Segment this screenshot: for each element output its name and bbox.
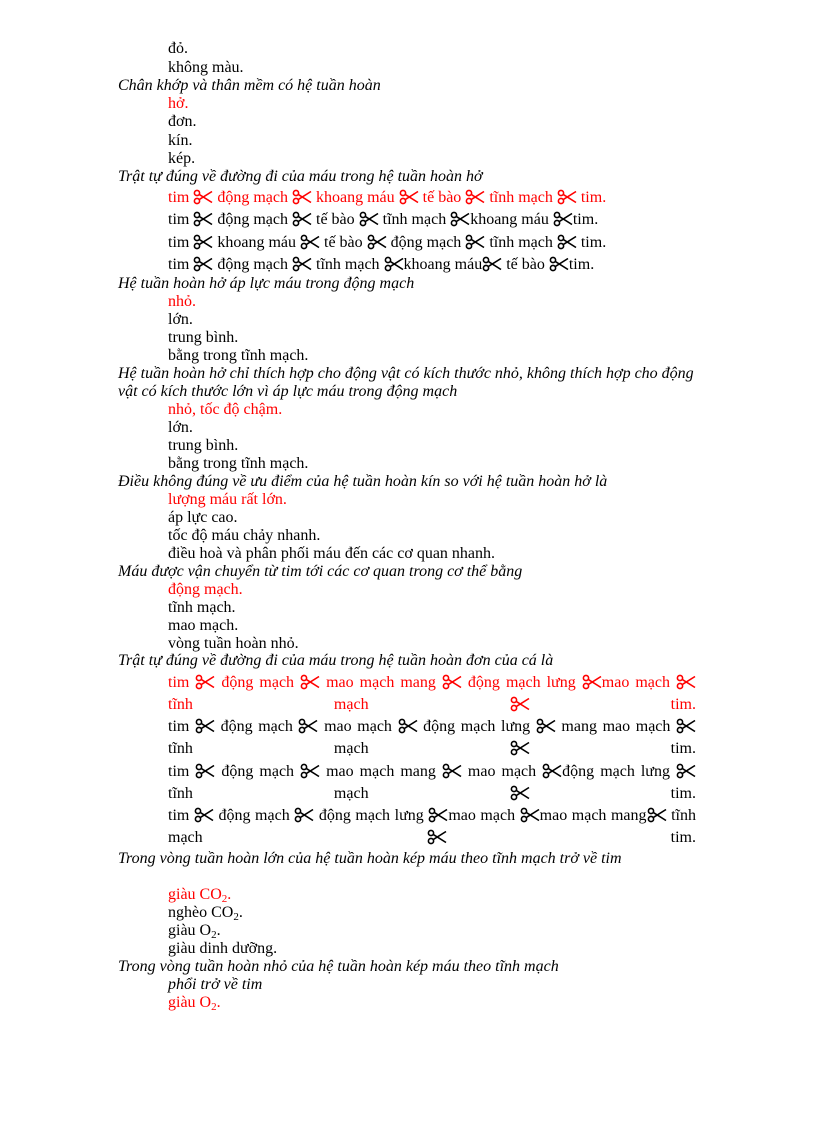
- scissors-icon: [193, 234, 213, 250]
- answer-option: [168, 716, 696, 760]
- text-run: giàu O: [168, 922, 212, 939]
- text-run: mao mạch mang: [320, 674, 442, 691]
- text-run: Trong vòng tuần hoàn nhỏ của hệ tuần hoàn kép máu theo tĩnh mạch: [118, 958, 559, 975]
- text-run: mang mao mạch: [555, 718, 677, 735]
- scissors-icon: [359, 211, 379, 227]
- answer-option: [168, 761, 696, 805]
- text-run: Điều không đúng về ưu điểm của hệ tuần hoàn kín so với hệ tuần hoàn hở là: [118, 473, 608, 490]
- answer-option: [168, 437, 238, 455]
- text-run: động mạch: [213, 189, 292, 206]
- answer-option: [168, 805, 696, 849]
- scissors-icon: [557, 234, 577, 250]
- text-run: tĩnh mạch: [168, 740, 510, 757]
- scissors-icon: [398, 718, 418, 734]
- text-run: tĩnh mạch: [312, 256, 384, 273]
- text-run: kín.: [168, 132, 193, 149]
- question-text: [118, 850, 703, 868]
- answer-option: [168, 599, 236, 617]
- text-run: động mạch lưng: [562, 763, 676, 780]
- scissors-icon: [442, 763, 462, 779]
- scissors-icon: [520, 807, 540, 823]
- correct-answer-option: [168, 886, 231, 905]
- scissors-icon: [676, 718, 696, 734]
- scissors-icon: [292, 189, 312, 205]
- text-run: tim: [168, 189, 194, 206]
- text-run: tim.: [572, 211, 599, 228]
- answer-option: [168, 976, 262, 994]
- text-run: tim.: [529, 696, 696, 713]
- answer-option: [168, 59, 244, 77]
- text-run: đơn.: [168, 113, 197, 130]
- text-run: động mạch: [215, 763, 301, 780]
- text-run: động mạch: [213, 211, 292, 228]
- scissors-icon: [465, 189, 485, 205]
- text-run: tế bào: [418, 189, 466, 206]
- scissors-icon: [510, 696, 530, 712]
- scissors-icon: [195, 674, 215, 690]
- question-text: [118, 563, 703, 581]
- scissors-icon: [292, 256, 312, 272]
- text-run: nghèo CO: [168, 904, 234, 921]
- text-run: tim: [168, 211, 194, 228]
- text-run: trung bình.: [168, 437, 239, 454]
- text-run: lớn.: [168, 419, 193, 436]
- answer-option: [168, 635, 299, 653]
- correct-answer-option: [168, 491, 287, 509]
- scissors-icon: [194, 807, 214, 823]
- text-run: mao mạch: [318, 718, 398, 735]
- text-run: tĩnh mạch: [168, 696, 510, 713]
- text-run: mao mạch mang: [539, 807, 647, 824]
- scissors-icon: [367, 234, 387, 250]
- answer-option: [168, 209, 598, 231]
- text-run: bằng trong tĩnh mạch.: [168, 347, 309, 364]
- text-run: Hệ tuần hoàn hở chỉ thích hợp cho động vật có kích thước nhỏ, không thích hợp cho động vật có kích thước lớn vì áp lực máu trong động mạch: [118, 365, 694, 400]
- answer-option: [168, 922, 221, 941]
- scissors-icon: [195, 763, 215, 779]
- scissors-icon: [292, 211, 312, 227]
- scissors-icon: [193, 211, 213, 227]
- scissors-icon: [193, 256, 213, 272]
- subscript: 2: [211, 1001, 217, 1013]
- scissors-icon: [428, 807, 448, 823]
- text-run: động mạch: [386, 234, 466, 251]
- scissors-icon: [384, 256, 404, 272]
- answer-option: [168, 329, 238, 347]
- correct-answer-option: [168, 672, 696, 716]
- scissors-icon: [510, 740, 530, 756]
- answer-option: [168, 455, 308, 473]
- text-run: lượng máu rất lớn.: [168, 491, 287, 508]
- text-run: tế bào: [502, 256, 549, 273]
- text-run: đỏ.: [168, 40, 188, 57]
- text-run: tim.: [568, 256, 595, 273]
- scissors-icon: [553, 211, 573, 227]
- text-run: trung bình.: [168, 329, 239, 346]
- answer-option: [168, 617, 238, 635]
- answer-option: [168, 132, 192, 150]
- question-text: [118, 77, 703, 95]
- scissors-icon: [450, 211, 470, 227]
- text-run: không màu.: [168, 59, 244, 76]
- text-run: tim.: [576, 189, 607, 206]
- answer-option: [168, 527, 320, 545]
- text-run: tim.: [529, 785, 696, 802]
- text-run: động mạch: [214, 718, 299, 735]
- correct-answer-option: [168, 95, 188, 113]
- text-run: giàu dinh dưỡng.: [168, 940, 278, 957]
- text-run: .: [227, 886, 232, 903]
- text-run: tim: [168, 763, 196, 780]
- text-run: động mạch.: [168, 581, 243, 598]
- text-run: tĩnh mạch: [485, 189, 557, 206]
- scissors-icon: [510, 785, 530, 801]
- scissors-icon: [193, 189, 213, 205]
- text-run: tĩnh mạch.: [168, 599, 236, 616]
- text-run: tế bào: [312, 211, 359, 228]
- text-run: mao mạch.: [168, 617, 239, 634]
- scissors-icon: [399, 189, 419, 205]
- answer-option: [168, 113, 196, 131]
- answer-option: [168, 254, 594, 276]
- text-run: nhỏ.: [168, 293, 196, 310]
- text-run: mao mạch mang: [320, 763, 442, 780]
- answer-option: [168, 347, 308, 365]
- scissors-icon: [482, 256, 502, 272]
- correct-answer-option: [168, 293, 196, 311]
- text-run: tốc độ máu chảy nhanh.: [168, 527, 321, 544]
- text-run: tĩnh mạch: [378, 211, 451, 228]
- text-run: Trật tự đúng về đường đi của máu trong hệ tuần hoàn đơn của cá là: [118, 652, 554, 669]
- text-run: tim.: [529, 740, 696, 757]
- answer-option: [168, 509, 238, 527]
- text-run: tim: [168, 674, 196, 691]
- text-run: bằng trong tĩnh mạch.: [168, 455, 309, 472]
- scissors-icon: [300, 234, 320, 250]
- text-run: .: [238, 904, 243, 921]
- scissors-icon: [557, 189, 577, 205]
- text-run: khoang máu: [403, 256, 483, 273]
- question-text: [118, 473, 703, 491]
- text-run: Hệ tuần hoàn hở áp lực máu trong động mạch: [118, 275, 415, 292]
- scissors-icon: [427, 829, 447, 845]
- question-text: [118, 168, 703, 186]
- question-text: [118, 958, 703, 976]
- text-run: áp lực cao.: [168, 509, 238, 526]
- question-text: [118, 652, 703, 670]
- answer-option: [168, 150, 195, 168]
- text-run: động mạch: [213, 256, 292, 273]
- text-run: động mạch lưng: [461, 674, 582, 691]
- text-run: tim: [168, 234, 194, 251]
- answer-option: [168, 904, 243, 923]
- text-run: động mạch lưng: [417, 718, 536, 735]
- text-run: tim: [168, 256, 194, 273]
- text-run: động mạch lưng: [314, 807, 429, 824]
- text-run: giàu CO: [168, 886, 222, 903]
- text-run: tế bào: [320, 234, 367, 251]
- text-run: phổi trở về tim: [168, 976, 263, 993]
- scissors-icon: [647, 807, 667, 823]
- correct-answer-option: [168, 187, 606, 209]
- scissors-icon: [294, 807, 314, 823]
- text-run: động mạch: [215, 674, 301, 691]
- text-run: tim.: [446, 829, 696, 846]
- scissors-icon: [195, 718, 215, 734]
- scissors-icon: [465, 234, 485, 250]
- scissors-icon: [536, 718, 556, 734]
- scissors-icon: [298, 718, 318, 734]
- scissors-icon: [676, 763, 696, 779]
- text-run: động mạch: [213, 807, 295, 824]
- text-run: khoang máu: [312, 189, 399, 206]
- text-run: mao mạch: [461, 763, 543, 780]
- scissors-icon: [542, 763, 562, 779]
- text-run: nhỏ, tốc độ chậm.: [168, 401, 283, 418]
- correct-answer-option: [168, 401, 282, 419]
- text-run: .: [216, 994, 221, 1011]
- text-run: mao mạch: [448, 807, 520, 824]
- text-run: tim: [168, 718, 195, 735]
- scissors-icon: [300, 674, 320, 690]
- text-run: vòng tuần hoàn nhỏ.: [168, 635, 299, 652]
- answer-option: [168, 545, 495, 563]
- text-run: Máu được vận chuyển từ tim tới các cơ quan trong cơ thể bằng: [118, 563, 523, 580]
- subscript: 2: [233, 911, 239, 923]
- scissors-icon: [676, 674, 696, 690]
- scissors-icon: [442, 674, 462, 690]
- text-run: mao mạch: [601, 674, 677, 691]
- text-run: Trong vòng tuần hoàn lớn của hệ tuần hoàn kép máu theo tĩnh mạch trở về tim: [118, 850, 622, 867]
- scissors-icon: [549, 256, 569, 272]
- text-run: điều hoà và phân phối máu đến các cơ quan nhanh.: [168, 545, 496, 562]
- answer-option: [168, 40, 188, 58]
- text-run: Chân khớp và thân mềm có hệ tuần hoàn: [118, 77, 381, 94]
- text-run: tim: [168, 807, 194, 824]
- subscript: 2: [211, 929, 217, 941]
- text-run: tim.: [576, 234, 607, 251]
- answer-option: [168, 419, 193, 437]
- answer-option: [168, 940, 277, 958]
- text-run: lớn.: [168, 311, 193, 328]
- scissors-icon: [582, 674, 602, 690]
- text-run: khoang máu: [470, 211, 553, 228]
- text-run: tĩnh mạch: [485, 234, 557, 251]
- text-run: khoang máu: [213, 234, 300, 251]
- text-run: tĩnh mạch: [168, 807, 697, 846]
- answer-option: [168, 311, 193, 329]
- text-run: giàu O: [168, 994, 212, 1011]
- text-run: tĩnh mạch: [168, 785, 510, 802]
- question-text: [118, 275, 703, 293]
- text-run: hở.: [168, 95, 189, 112]
- scissors-icon: [300, 763, 320, 779]
- correct-answer-option: [168, 994, 221, 1013]
- correct-answer-option: [168, 581, 243, 599]
- text-run: kép.: [168, 150, 196, 167]
- subscript: 2: [221, 893, 228, 905]
- answer-option: [168, 232, 606, 254]
- text-run: Trật tự đúng về đường đi của máu trong hệ tuần hoàn hở: [118, 168, 483, 185]
- question-text: [118, 365, 703, 401]
- text-run: .: [216, 922, 221, 939]
